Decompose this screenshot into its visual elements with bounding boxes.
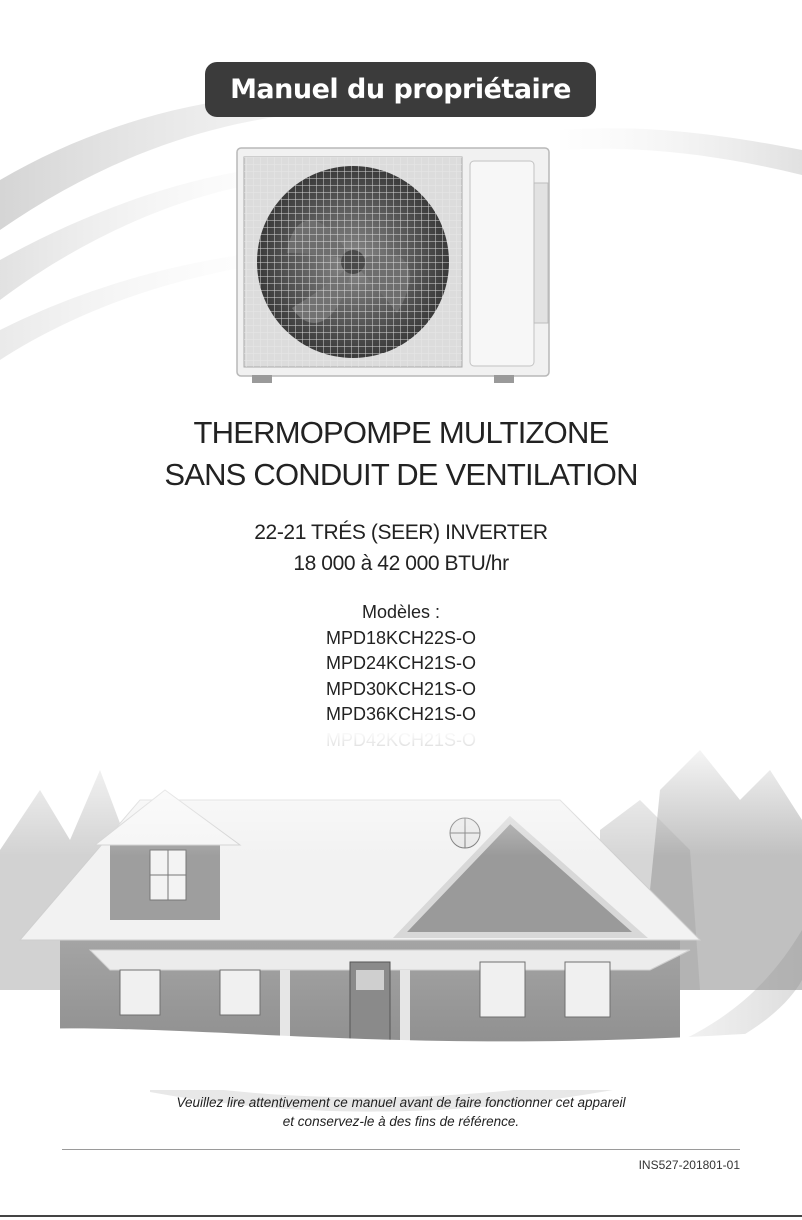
seer-rating: 22-21 TRÉS (SEER) INVERTER: [254, 521, 548, 544]
document-code: INS527-201801-01: [638, 1158, 740, 1172]
product-title: [0, 412, 802, 496]
notice-line-1: Veuillez lire attentivement ce manuel avant de faire fonctionner cet appareil: [176, 1095, 626, 1110]
footer-divider: [62, 1149, 740, 1150]
model-item: MPD30KCH21S-O: [325, 678, 477, 699]
product-title-line-2: SANS CONDUIT DE VENTILATION: [164, 457, 638, 492]
badge-label: Manuel du propriétaire: [230, 74, 571, 105]
product-title-line-1: THERMOPOMPE MULTIZONE: [193, 415, 609, 450]
model-item: MPD24KCH21S-O: [325, 653, 477, 673]
btu-range: 18 000 à 42 000 BTU/hr: [293, 552, 509, 575]
notice-line-2: et conservez-le à des fins de référence.: [282, 1114, 520, 1129]
product-specs: [0, 517, 802, 579]
snowy-house-icon: [0, 730, 802, 1090]
bottom-border: [0, 1215, 802, 1217]
outdoor-unit-icon: [232, 143, 562, 388]
model-item: MPD36KCH21S-O: [325, 704, 477, 724]
models-heading: Modèles :: [361, 602, 441, 622]
reading-notice: [0, 1093, 802, 1131]
owner-manual-badge: [205, 62, 596, 117]
model-item: MPD18KCH22S-O: [325, 627, 477, 648]
